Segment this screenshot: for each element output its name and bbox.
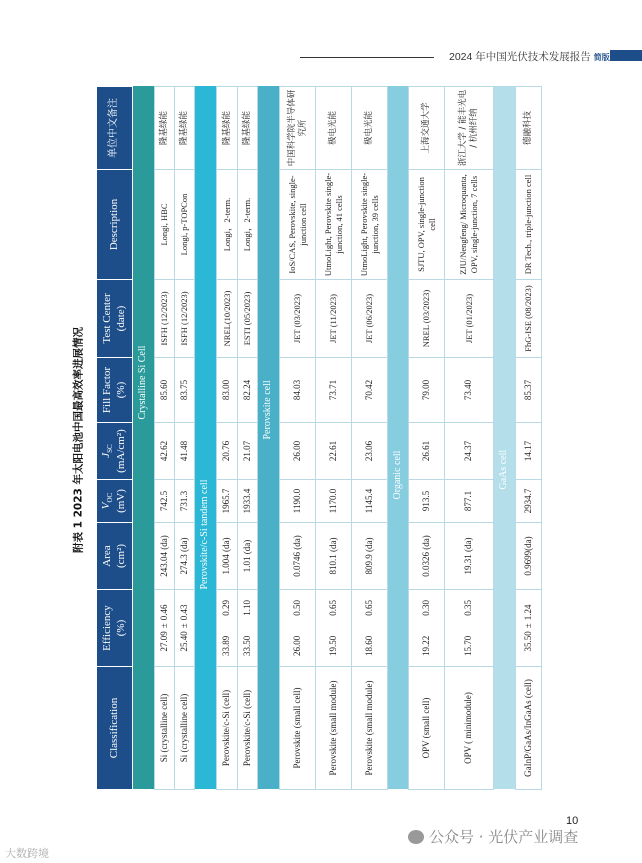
cell-desc: Longi，2-term. [217,170,238,280]
table-row [316,87,352,790]
cell-org: 隆基绿能 [217,87,238,170]
table-row [238,87,258,790]
cell-test: JET (11/2023) [316,280,352,358]
plus-minus-sign: ± [158,623,169,629]
cell-desc: Longi，2-term. [238,170,258,280]
efficiency-value: 35.50 [522,631,533,652]
cell-jsc: 26.61 [409,423,445,480]
cell-ff: 85.37 [516,358,542,423]
corner-logo: 大数跨境 [5,847,49,860]
cell-classification: Perovskite (small module) [352,667,388,790]
cell-voc: 1145.4 [352,480,388,523]
section-row [388,87,409,790]
cell-voc: 913.5 [409,480,445,523]
cell-org: 隆基绿能 [238,87,258,170]
efficiency-uncertainty: 1.24 [522,604,533,621]
cell-jsc: 21.07 [238,423,258,480]
wechat-account: 公众号 · 光伏产业调查 [429,828,579,846]
cell-org: 隆基绿能 [155,87,175,170]
cell-ff: 70.42 [352,358,388,423]
cell-area: 243.04 (da) [155,523,175,590]
cell-area: 810.1 (da) [316,523,352,590]
col-description: Description [97,170,133,280]
cell-test: NREL (03/2023) [409,280,445,358]
efficiency-uncertainty: 0.30 [420,600,431,616]
cell-ff: 85.60 [155,358,175,423]
cell-test: JET (01/2023) [445,280,494,358]
section-label: Organic cell [388,87,409,790]
cell-org: 德融科技 [516,87,542,170]
efficiency-value: 26.00 [291,635,302,656]
cell-classification: OPV ( minimodule) [445,667,494,790]
efficiency-uncertainty: 1.10 [241,600,252,616]
cell-jsc: 41.48 [175,423,195,480]
cell-classification: Perovskite/c-Si (cell) [217,667,238,790]
cell-area: 0.0746 (da) [280,523,316,590]
cell-org: 极电光能 [352,87,388,170]
cell-jsc: 22.61 [316,423,352,480]
cell-desc: DR Tech., triple-junction cell [516,170,542,280]
cell-classification: GaInP/GaAs/InGaAs (cell) [516,667,542,790]
cell-org: 上海交通大学 [409,87,445,170]
cell-jsc: 24.37 [445,423,494,480]
efficiency-value: 33.50 [241,635,252,656]
cell-test: JET (03/2023) [280,280,316,358]
cell-area: 274.3 (da) [175,523,195,590]
col-efficiency: Efficiency (%) [97,590,133,667]
efficiency-uncertainty: 0.65 [327,600,338,616]
cell-classification: Si (crystalline cell) [175,667,195,790]
cell-jsc: 26.00 [280,423,316,480]
cell-classification: Si (crystalline cell) [155,667,175,790]
cell-voc: 1965.7 [217,480,238,523]
cell-desc: Longi, p-TOPCon [175,170,195,280]
cell-classification: OPV (small cell) [409,667,445,790]
plus-minus-sign: ± [178,623,189,629]
efficiency-value: 19.50 [327,635,338,656]
efficiency-value: 19.22 [420,635,431,656]
col-voc: $V_{OC}$ (mV) [97,480,133,523]
section-label: Perovskite cell [258,87,280,790]
section-row [195,87,217,790]
section-row [494,87,516,790]
table-row [445,87,494,790]
cell-area: 0.0326 (da) [409,523,445,590]
efficiency-uncertainty: 0.50 [291,600,302,616]
table-row [217,87,238,790]
cell-efficiency [409,590,445,667]
efficiency-uncertainty: 0.65 [363,600,374,616]
cell-area: 19.31 (da) [445,523,494,590]
cell-efficiency [352,590,388,667]
cell-org: 极电光能 [316,87,352,170]
cell-ff: 83.00 [217,358,238,423]
cell-classification: Perovskite (small cell) [280,667,316,790]
cell-org: 浙江大学 / 能丰光电 / 杭州纤纳 [445,87,494,170]
cell-efficiency [238,590,258,667]
col-fill-factor: Fill Factor (%) [97,358,133,423]
cell-area: 809.9 (da) [352,523,388,590]
section-row [258,87,280,790]
cell-desc: UtmoLight, Perovskite single-junction, 41 cells [316,170,352,280]
efficiency-uncertainty: 0.35 [463,600,474,616]
table-title: 附表 1 2023 年太阳电池中国最高效率进展情况 [72,327,85,553]
section-label: Crystalline Si Cell [133,87,155,790]
header-rule [300,57,434,58]
efficiency-uncertainty: 0.29 [221,600,232,616]
cell-desc: IoS/CAS, Perovskite, single-junction cell [280,170,316,280]
efficiency-value: 27.09 [158,631,169,652]
cell-efficiency [516,590,542,667]
cell-efficiency [217,590,238,667]
table-row [280,87,316,790]
cell-test: JET (06/2023) [352,280,388,358]
cell-efficiency [316,590,352,667]
edition-label: 简版 [593,53,610,62]
cell-ff: 84.03 [280,358,316,423]
cell-ff: 82.24 [238,358,258,423]
cell-voc: 877.1 [445,480,494,523]
cell-voc: 742.5 [155,480,175,523]
cell-ff: 79.00 [409,358,445,423]
table-header-row [97,87,133,790]
efficiency-value: 15.70 [463,635,474,656]
cell-voc: 1933.4 [238,480,258,523]
plus-minus-sign: ± [522,623,533,629]
cell-org: 隆基绿能 [175,87,195,170]
efficiency-value: 18.60 [363,635,374,656]
efficiency-table [96,86,542,790]
col-org: 单位中文备注 [97,87,133,170]
table-row [352,87,388,790]
cell-voc: 2934.7 [516,480,542,523]
cell-ff: 83.75 [175,358,195,423]
cell-area: 1.004 (da) [217,523,238,590]
cell-test: FhG-ISE (08/2023) [516,280,542,358]
cell-test: ESTI (05/2023) [238,280,258,358]
report-title: 2024 年中国光伏技术发展报告 [449,51,591,63]
table-row [516,87,542,790]
cell-org: 中国科学院半导体研究所 [280,87,316,170]
section-label: GaAs cell [494,87,516,790]
efficiency-uncertainty: 0.43 [178,604,189,621]
efficiency-value: 33.89 [221,635,232,656]
cell-test: ISFH (12/2023) [155,280,175,358]
rotated-table-container [96,87,552,790]
section-row [133,87,155,790]
cell-desc: SJTU, OPV, single-junction cell [409,170,445,280]
cell-desc: UtmoLight, Perovskite single-junction, 39 cells [352,170,388,280]
cell-jsc: 42.62 [155,423,175,480]
cell-ff: 73.71 [316,358,352,423]
cell-jsc: 20.76 [217,423,238,480]
page-number: 10 [566,815,579,827]
report-header [449,49,610,64]
wechat-watermark [408,826,578,847]
cell-classification: Perovskite (small module) [316,667,352,790]
table-row [155,87,175,790]
cell-efficiency [175,590,195,667]
header-accent-bar [610,50,642,61]
cell-test: NREL(10/2023) [217,280,238,358]
cell-jsc: 23.06 [352,423,388,480]
cell-area: 1.01 (da) [238,523,258,590]
cell-desc: Longi, HBC [155,170,175,280]
section-label: Perovskite/c-Si tandem cell [195,87,217,790]
col-classification: Classification [97,667,133,790]
col-area: Area (cm²) [97,523,133,590]
cell-desc: ZJU/Nengfeng/ Microquanta, OPV, single-junction, 7 cells [445,170,494,280]
cell-ff: 73.40 [445,358,494,423]
cell-jsc: 14.17 [516,423,542,480]
cell-test: ISFH (12/2023) [175,280,195,358]
table-row [409,87,445,790]
table-row [175,87,195,790]
efficiency-value: 25.40 [178,631,189,652]
cell-efficiency [280,590,316,667]
cell-voc: 1170.0 [316,480,352,523]
cell-voc: 1190.0 [280,480,316,523]
cell-efficiency [155,590,175,667]
efficiency-uncertainty: 0.46 [158,604,169,621]
col-jsc: $J_{SC}$ (mA/cm²) [97,423,133,480]
cell-area: 0.9699(da) [516,523,542,590]
cell-classification: Perovskite/c-Si (cell) [238,667,258,790]
cell-efficiency [445,590,494,667]
col-test-center: Test Center (date) [97,280,133,358]
cell-voc: 731.3 [175,480,195,523]
wechat-icon [408,830,424,844]
